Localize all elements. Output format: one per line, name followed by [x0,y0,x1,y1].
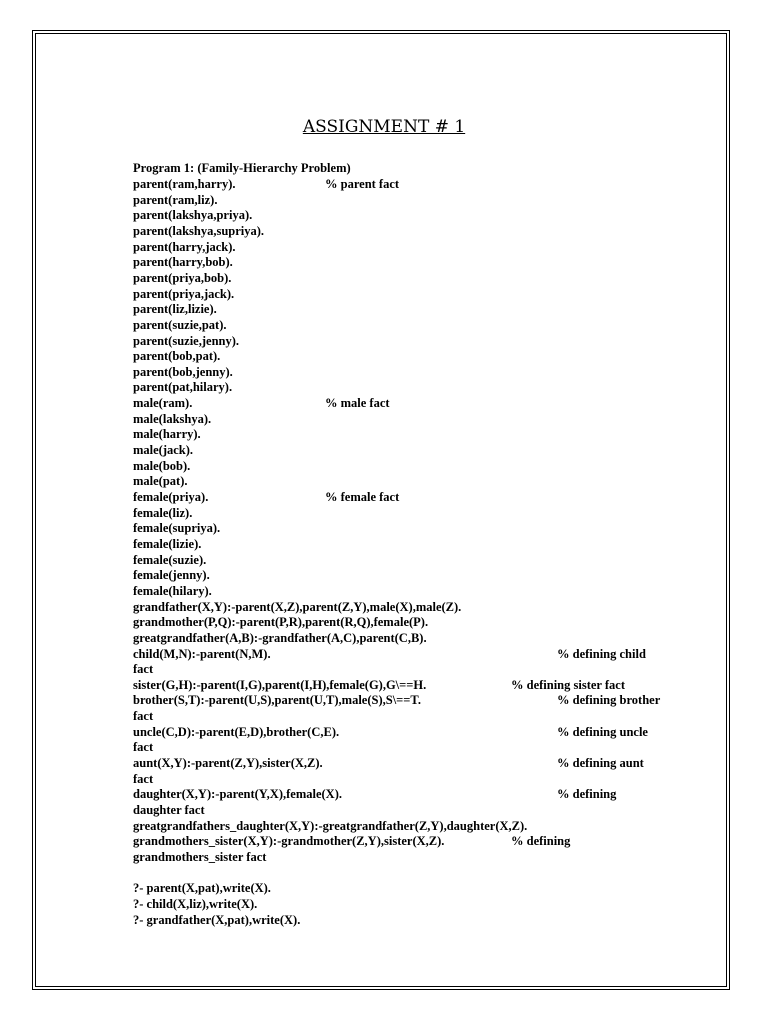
code-line: fact [133,740,154,754]
code-comment: % defining child [557,647,646,661]
code-line: parent(bob,pat). [133,349,221,363]
code-comment: % defining aunt [557,756,644,770]
code-comment: % defining uncle [557,725,648,739]
code-line: brother(S,T):-parent(U,S),parent(U,T),male(S),S\==T. [133,693,421,707]
code-line: female(priya). [133,490,209,504]
code-line: greatgrandfather(A,B):-grandfather(A,C),parent(C,B). [133,631,427,645]
code-line: parent(liz,lizie). [133,302,217,316]
code-comment: % male fact [325,396,390,410]
code-line: male(lakshya). [133,412,212,426]
code-line: male(bob). [133,459,191,473]
code-line: male(ram). [133,396,193,410]
code-line: female(supriya). [133,521,221,535]
code-line: parent(ram,harry). [133,177,236,191]
code-line: parent(pat,hilary). [133,380,233,394]
code-line: grandmothers_sister fact [133,850,267,864]
code-line: daughter fact [133,803,205,817]
code-line: aunt(X,Y):-parent(Z,Y),sister(X,Z). [133,756,323,770]
code-line: uncle(C,D):-parent(E,D),brother(C,E). [133,725,340,739]
code-line: fact [133,662,154,676]
code-line: female(liz). [133,506,193,520]
code-line: parent(ram,liz). [133,193,218,207]
code-line: fact [133,772,154,786]
code-line: grandmother(P,Q):-parent(P,R),parent(R,Q),female(P). [133,615,429,629]
code-comment: % defining [511,834,571,848]
code-line: parent(suzie,jenny). [133,334,240,348]
code-line: parent(priya,jack). [133,287,235,301]
program-heading: Program 1: (Family-Hierarchy Problem) [133,161,351,175]
code-line: greatgrandfathers_daughter(X,Y):-greatgrandfather(Z,Y),daughter(X,Z). [133,819,528,833]
code-line: parent(lakshya,supriya). [133,224,265,238]
code-line: female(hilary). [133,584,212,598]
code-comment: % defining brother [557,693,661,707]
code-line: parent(suzie,pat). [133,318,227,332]
code-comment: % female fact [325,490,400,504]
code-line: female(lizie). [133,537,202,551]
code-line: fact [133,709,154,723]
code-line: male(jack). [133,443,194,457]
code-line: male(pat). [133,474,188,488]
code-line: grandmothers_sister(X,Y):-grandmother(Z,Y),sister(X,Z). [133,834,445,848]
code-line: parent(bob,jenny). [133,365,233,379]
code-line: male(harry). [133,427,201,441]
code-comment: % defining [557,787,617,801]
code-line: sister(G,H):-parent(I,G),parent(I,H),female(G),G\==H. [133,678,427,692]
code-comment: % defining sister fact [511,678,625,692]
code-line: parent(priya,bob). [133,271,232,285]
document-title: ASSIGNMENT # 1 [302,117,466,137]
code-line: parent(harry,bob). [133,255,233,269]
code-line: female(jenny). [133,568,210,582]
code-line: ?- grandfather(X,pat),write(X). [133,913,301,927]
code-line: parent(harry,jack). [133,240,236,254]
code-line: child(M,N):-parent(N,M). [133,647,271,661]
code-line: parent(lakshya,priya). [133,208,253,222]
code-line: ?- parent(X,pat),write(X). [133,881,271,895]
code-line: ?- child(X,liz),write(X). [133,897,258,911]
code-comment: % parent fact [325,177,400,191]
code-line: grandfather(X,Y):-parent(X,Z),parent(Z,Y),male(X),male(Z). [133,600,462,614]
code-line: daughter(X,Y):-parent(Y,X),female(X). [133,787,342,801]
code-line: female(suzie). [133,553,207,567]
